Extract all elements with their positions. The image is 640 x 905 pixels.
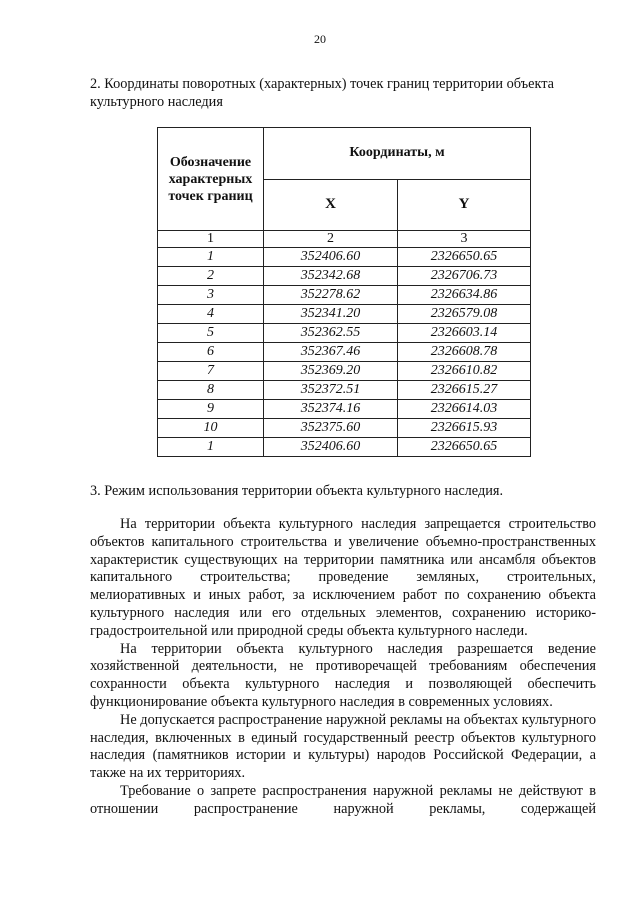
table-row: [158, 324, 531, 343]
x-coordinate-cell: 352406.60: [264, 248, 398, 267]
y-coordinate-cell: 2326615.27: [398, 381, 531, 400]
y-coordinate-cell: 2326603.14: [398, 324, 531, 343]
section-3-body: [90, 516, 596, 819]
x-coordinate-cell: 352369.20: [264, 362, 398, 381]
table-row: [158, 267, 531, 286]
y-coordinate-cell: 2326650.65: [398, 438, 531, 457]
page-number: 20: [314, 32, 326, 46]
point-number-cell: 1: [158, 438, 264, 457]
column-number: 2: [264, 231, 398, 248]
header-designation: Обозначение характерных точек границ: [158, 128, 264, 231]
point-number-cell: 1: [158, 248, 264, 267]
column-number: 3: [398, 231, 531, 248]
paragraph: На территории объекта культурного наследия запрещается строительство объектов капитального строительства и увеличение объемно-пространственных характеристик существующих на территории памятника или ансамбля объектов капитального строительства; проведение земляных, строительных, мелиоративных и иных работ, за исключением работ по сохранению объекта культурного наследия или его отдельных элементов, сохранению историко-градостроительной или природной среды объекта культурного наследи.: [90, 516, 596, 639]
x-coordinate-cell: 352406.60: [264, 438, 398, 457]
point-number-cell: 2: [158, 267, 264, 286]
table-row: [158, 362, 531, 381]
table-row: [158, 343, 531, 362]
table-row: [158, 248, 531, 267]
x-coordinate-cell: 352372.51: [264, 381, 398, 400]
paragraph: Не допускается распространение наружной рекламы на объектах культурного наследия, включенных в единый государственный реестр объектов культурного наследия (памятников истории и культуры) народов Российской Федерации, а также на их территориях.: [90, 711, 596, 782]
y-coordinate-cell: 2326650.65: [398, 248, 531, 267]
table-row: [158, 381, 531, 400]
table-row: [158, 400, 531, 419]
paragraph: На территории объекта культурного наследия разрешается ведение хозяйственной деятельности, не противоречащей требованиям обеспечения сохранности объекта культурного наследия и позволяющей обеспечить функционирование объекта культурного наследия в современных условиях.: [90, 640, 596, 710]
y-coordinate-cell: 2326579.08: [398, 305, 531, 324]
point-number-cell: 5: [158, 324, 264, 343]
y-coordinate-cell: 2326634.86: [398, 286, 531, 305]
column-number: 1: [158, 231, 264, 248]
y-coordinate-cell: 2326615.93: [398, 419, 531, 438]
table-row: [158, 419, 531, 438]
point-number-cell: 6: [158, 343, 264, 362]
point-number-cell: 4: [158, 305, 264, 324]
header-x: X: [264, 179, 398, 231]
point-number-cell: 9: [158, 400, 264, 419]
table-row: [158, 438, 531, 457]
header-y: Y: [398, 179, 531, 231]
x-coordinate-cell: 352278.62: [264, 286, 398, 305]
coordinates-table: [157, 127, 531, 457]
x-coordinate-cell: 352367.46: [264, 343, 398, 362]
column-number-row: [158, 231, 531, 248]
x-coordinate-cell: 352375.60: [264, 419, 398, 438]
point-number-cell: 3: [158, 286, 264, 305]
point-number-cell: 8: [158, 381, 264, 400]
header-coordinates: Координаты, м: [264, 128, 531, 180]
y-coordinate-cell: 2326610.82: [398, 362, 531, 381]
y-coordinate-cell: 2326614.03: [398, 400, 531, 419]
x-coordinate-cell: 352362.55: [264, 324, 398, 343]
x-coordinate-cell: 352374.16: [264, 400, 398, 419]
paragraph: Требование о запрете распространения наружной рекламы не действуют в отношении распространение наружной рекламы, содержащей: [90, 782, 596, 817]
table-row: [158, 286, 531, 305]
point-number-cell: 7: [158, 362, 264, 381]
y-coordinate-cell: 2326608.78: [398, 343, 531, 362]
section-3-heading: 3. Режим использования территории объекта культурного наследия.: [90, 483, 504, 499]
y-coordinate-cell: 2326706.73: [398, 267, 531, 286]
point-number-cell: 10: [158, 419, 264, 438]
x-coordinate-cell: 352341.20: [264, 305, 398, 324]
x-coordinate-cell: 352342.68: [264, 267, 398, 286]
section-2-heading: 2. Координаты поворотных (характерных) точек границ территории объекта культурного наследия: [90, 76, 554, 110]
table-row: [158, 305, 531, 324]
